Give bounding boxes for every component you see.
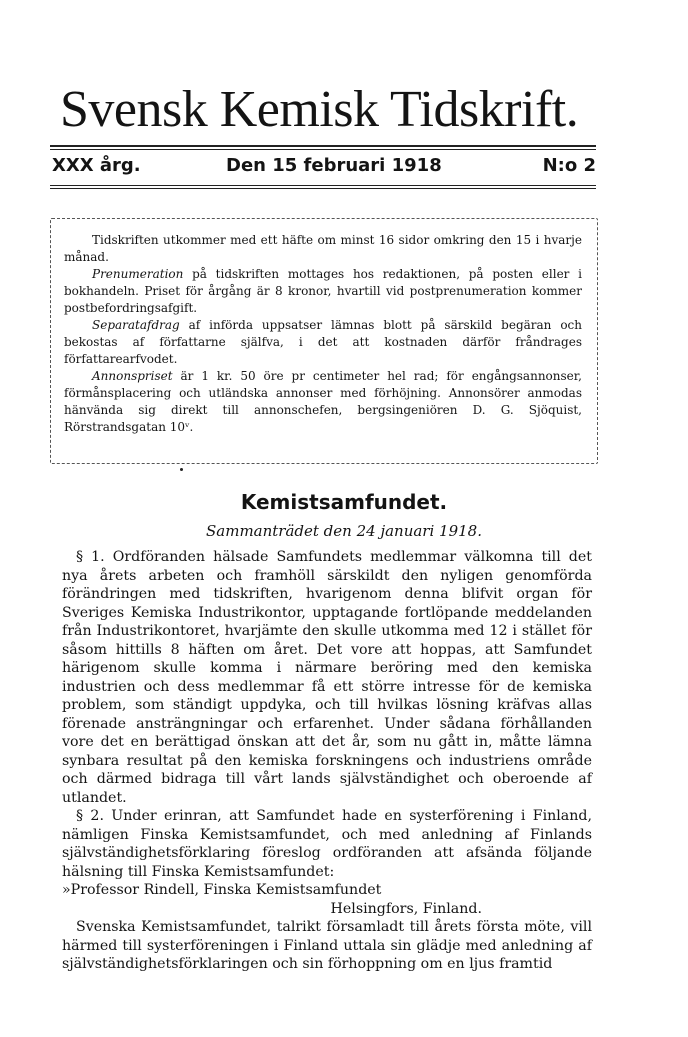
masthead-rule (50, 145, 596, 147)
notice-paragraph (64, 368, 582, 436)
volume-label: XXX årg. (52, 155, 141, 176)
masthead-title: Svensk Kemisk Tidskrift. (60, 81, 579, 138)
notice-paragraph (64, 266, 582, 317)
issue-rule (50, 185, 596, 186)
issue-rule-thin (50, 188, 596, 189)
notice-body: är 1 kr. 50 öre pr centimeter hel rad; för engångsannonser, förmånsplacering och utländska annonser med förhöjning. Annonsörer anmodas hänvända sig direkt till annonschefen, bergsingeniören D. G. Sjöquist, Rörstrandsgatan 10ᵛ. (64, 369, 582, 434)
article-body (62, 548, 592, 974)
issue-line (52, 155, 596, 181)
paragraph-1: § 1. Ordföranden hälsade Samfundets medlemmar välkomna till det nya årets arbeten och framhöll särskildt den nyligen genomförda förändringen med tidskriften, hvarigenom denna blifvit organ för Sveriges Kemiska Industrikontor, upptagande fortlöpande meddelanden från Industrikontoret, hvarjämte den skulle utkomma med 12 i stället för såsom hittills 8 häften om året. Det vore att hoppas, att Samfundet härigenom skulle komma i närmare beröring med den kemiska industrien och dess medlemmar få ett större intresse för de kemiska problem, som ständigt uppdyka, och till hvilkas lösning kräfvas allas förenade ansträngningar och erfarenhet. Under sådana förhållanden vore det en berättigad önskan att det år, som nu gått in, måtte lämna synbara resultat på den kemiska forskningens och industriens område och därmed bidraga till vårt lands självständighet och oberoende af utlandet. (62, 549, 592, 806)
notice-body: på tidskriften mottages hos redaktionen, på posten eller i bokhandeln. Priset för årgång är 8 kronor, hvartill vid postprenumeration kommer postbefordringsafgift. (64, 267, 582, 315)
notice-label: Annonspriset (92, 369, 173, 383)
notice-paragraph (64, 317, 582, 368)
notice-paragraph: Tidskriften utkommer med ett häfte om minst 16 sidor omkring den 15 i hvarje månad. (64, 233, 582, 264)
issue-number: N:o 2 (542, 155, 596, 176)
notice-text (64, 232, 582, 436)
address-line-2: Helsingfors, Finland. (330, 900, 482, 917)
notice-body: af införda uppsatser lämnas blott på särskild begäran och bekostas af författarne själfva, i det att kostnaden därför fråndrages författarearfvodet. (64, 318, 582, 366)
masthead-rule-thin (50, 149, 596, 150)
issue-date: Den 15 februari 1918 (226, 155, 442, 176)
paragraph-3: Svenska Kemistsamfundet, talrikt församladt till årets första möte, vill härmed till systerföreningen i Finland uttala sin glädje med anledning af självständighetsförklaringen och sin förhoppning om en ljus framtid (62, 919, 592, 972)
notice-label: Prenumeration (92, 267, 184, 281)
section-title: Kemistsamfundet. (240, 490, 448, 514)
print-dot (180, 468, 183, 471)
notice-label: Separatafdrag (92, 318, 180, 332)
address-line-1: »Professor Rindell, Finska Kemistsamfundet (62, 882, 382, 898)
paragraph-2: § 2. Under erinran, att Samfundet hade en systerförening i Finland, nämligen Finska Kemistsamfundet, och med anledning af Finlands självständighetsförklaring föreslog ordföranden att afsända följande hälsning till Finska Kemistsamfundet: (62, 808, 592, 880)
section-subtitle: Sammanträdet den 24 januari 1918. (206, 522, 482, 540)
